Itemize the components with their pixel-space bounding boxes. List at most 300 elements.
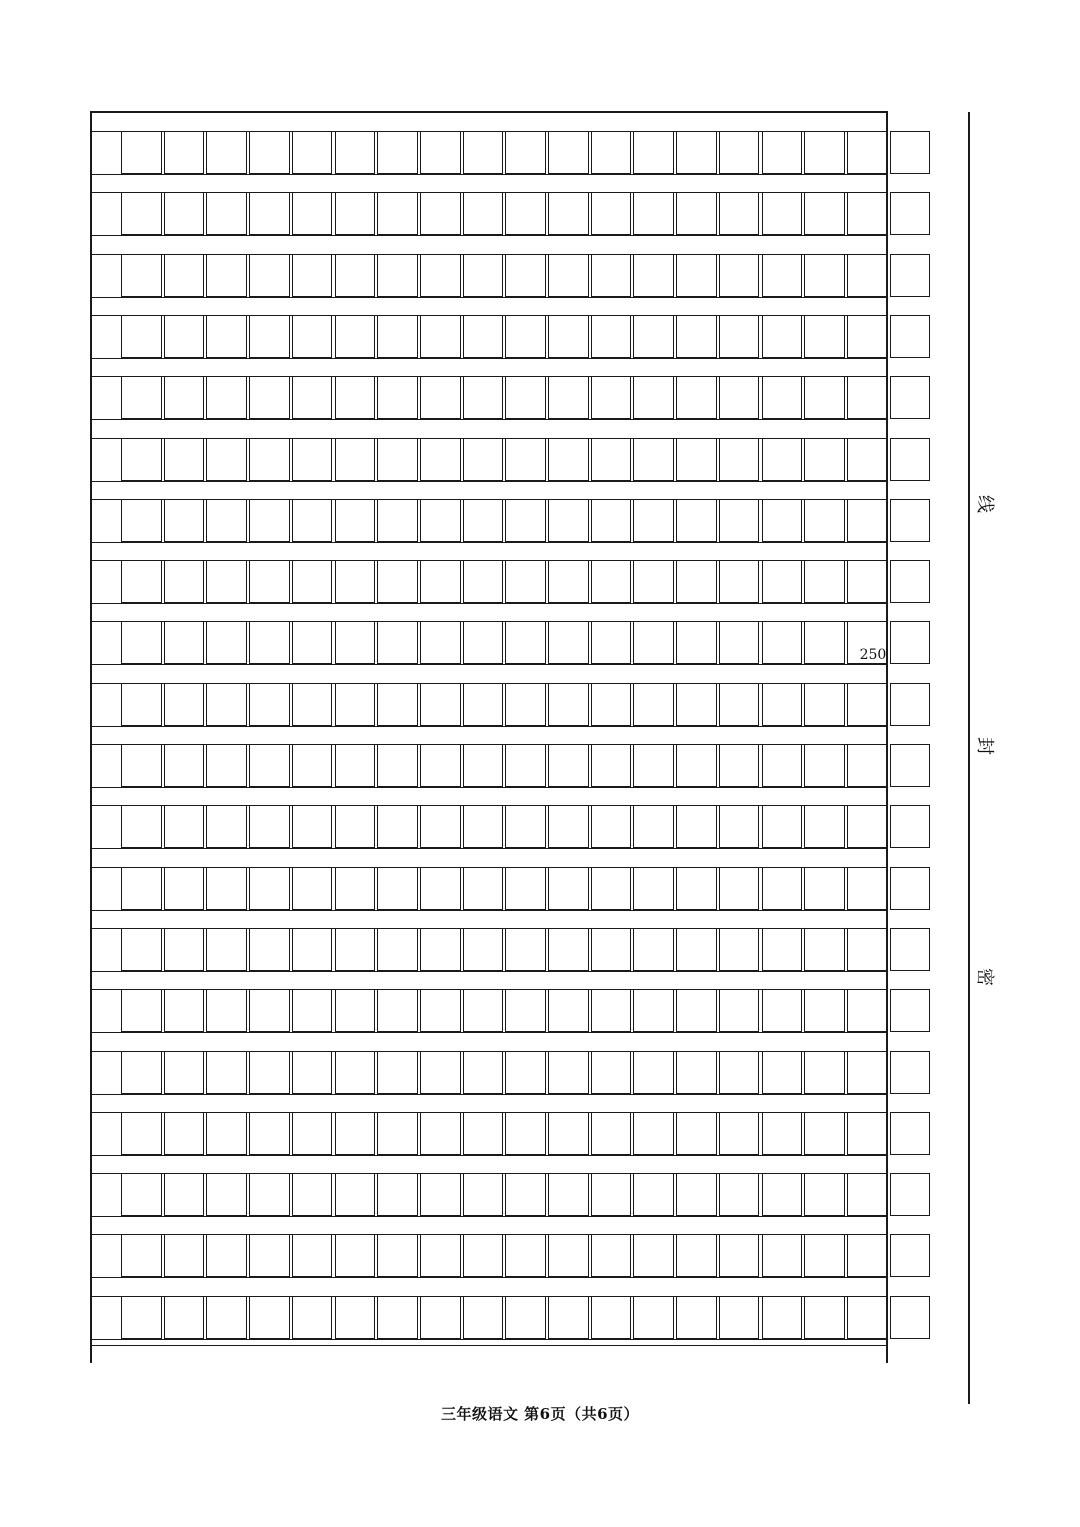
grid-cell[interactable] [719,560,760,603]
grid-cell[interactable] [633,1112,674,1155]
grid-cell[interactable] [164,1296,205,1339]
grid-cell[interactable] [121,1234,162,1277]
grid-cell[interactable] [633,683,674,726]
grid-cell[interactable] [719,928,760,971]
grid-cell[interactable] [206,499,247,542]
grid-cell[interactable] [633,192,674,235]
grid-cell[interactable] [505,805,546,848]
grid-cell[interactable] [762,1173,803,1216]
grid-cell[interactable] [847,867,888,910]
grid-cell[interactable] [804,928,845,971]
grid-cell[interactable] [420,192,461,235]
grid-cell[interactable] [890,1112,931,1155]
grid-cell[interactable] [847,989,888,1032]
grid-cell[interactable] [890,1296,931,1339]
grid-cell[interactable] [249,499,290,542]
grid-cell[interactable] [719,1296,760,1339]
grid-cell[interactable] [420,560,461,603]
grid-cell[interactable] [591,376,632,419]
grid-cell[interactable] [591,1112,632,1155]
grid-cell[interactable] [890,621,931,664]
grid-cell[interactable] [804,131,845,174]
grid-cell[interactable] [206,1234,247,1277]
grid-cell[interactable] [804,192,845,235]
grid-cell[interactable] [420,989,461,1032]
grid-cell[interactable] [249,438,290,481]
grid-cell[interactable] [335,989,376,1032]
grid-cell[interactable] [633,1051,674,1094]
grid-cell[interactable] [377,438,418,481]
grid-cell[interactable] [890,376,931,419]
grid-cell[interactable] [591,621,632,664]
grid-cell[interactable] [633,1234,674,1277]
grid-cell[interactable] [762,1051,803,1094]
grid-cell[interactable] [249,376,290,419]
grid-cell[interactable] [591,499,632,542]
grid-cell[interactable] [762,438,803,481]
grid-cell[interactable] [890,192,931,235]
grid-cell[interactable] [633,928,674,971]
grid-cell[interactable] [164,621,205,664]
grid-cell[interactable] [804,621,845,664]
grid-cell[interactable] [420,376,461,419]
grid-cell[interactable] [804,254,845,297]
grid-cell[interactable] [463,1112,504,1155]
grid-cell[interactable] [463,805,504,848]
grid-cell[interactable] [377,989,418,1032]
grid-cell[interactable] [249,621,290,664]
grid-cell[interactable] [633,1296,674,1339]
grid-cell[interactable] [121,805,162,848]
grid-cell[interactable] [719,621,760,664]
grid-cell[interactable] [164,928,205,971]
grid-cell[interactable] [762,989,803,1032]
grid-cell[interactable] [890,315,931,358]
grid-cell[interactable] [505,560,546,603]
grid-cell[interactable] [249,315,290,358]
grid-cell[interactable] [121,744,162,787]
grid-cell[interactable] [505,315,546,358]
grid-cell[interactable] [292,1296,333,1339]
grid-cell[interactable] [890,499,931,542]
grid-cell[interactable] [633,621,674,664]
grid-cell[interactable] [420,683,461,726]
grid-cell[interactable] [206,1296,247,1339]
grid-cell[interactable] [676,131,717,174]
grid-cell[interactable] [890,744,931,787]
grid-cell[interactable] [719,192,760,235]
grid-cell[interactable] [420,438,461,481]
grid-cell[interactable] [164,192,205,235]
grid-cell[interactable] [847,744,888,787]
grid-cell[interactable] [377,621,418,664]
grid-cell[interactable] [420,1173,461,1216]
grid-cell[interactable] [335,376,376,419]
grid-cell[interactable] [463,254,504,297]
grid-cell[interactable] [164,131,205,174]
grid-cell[interactable] [463,683,504,726]
grid-cell[interactable] [206,805,247,848]
grid-cell[interactable] [847,254,888,297]
grid-cell[interactable] [249,1173,290,1216]
grid-cell[interactable] [847,560,888,603]
grid-cell[interactable] [847,1112,888,1155]
grid-cell[interactable] [676,499,717,542]
grid-cell[interactable] [249,1112,290,1155]
grid-cell[interactable] [463,131,504,174]
grid-cell[interactable] [292,376,333,419]
grid-cell[interactable] [335,499,376,542]
grid-cell[interactable] [377,131,418,174]
grid-cell[interactable] [420,131,461,174]
grid-cell[interactable] [206,989,247,1032]
grid-cell[interactable] [121,621,162,664]
grid-cell[interactable] [548,1112,589,1155]
grid-cell[interactable] [335,315,376,358]
grid-cell[interactable] [420,621,461,664]
grid-cell[interactable] [548,131,589,174]
grid-cell[interactable] [206,1051,247,1094]
grid-cell[interactable] [676,1112,717,1155]
grid-cell[interactable] [591,1051,632,1094]
grid-cell[interactable] [335,192,376,235]
grid-cell[interactable] [164,867,205,910]
grid-cell[interactable] [633,989,674,1032]
grid-cell[interactable] [463,560,504,603]
grid-cell[interactable] [420,1234,461,1277]
grid-cell[interactable] [804,315,845,358]
grid-cell[interactable] [762,376,803,419]
grid-cell[interactable] [206,192,247,235]
grid-cell[interactable] [505,989,546,1032]
grid-cell[interactable] [463,989,504,1032]
grid-cell[interactable] [505,1112,546,1155]
grid-cell[interactable] [335,744,376,787]
grid-cell[interactable] [505,254,546,297]
grid-cell[interactable] [121,1296,162,1339]
grid-cell[interactable] [335,1051,376,1094]
grid-cell[interactable] [676,1051,717,1094]
grid-cell[interactable] [548,621,589,664]
grid-cell[interactable] [762,1234,803,1277]
grid-cell[interactable] [249,683,290,726]
grid-cell[interactable] [505,1296,546,1339]
grid-cell[interactable] [804,1296,845,1339]
grid-cell[interactable] [676,315,717,358]
grid-cell[interactable] [719,1112,760,1155]
grid-cell[interactable] [804,683,845,726]
grid-cell[interactable] [164,499,205,542]
grid-cell[interactable] [292,192,333,235]
grid-cell[interactable] [804,438,845,481]
grid-cell[interactable] [676,1234,717,1277]
grid-cell[interactable] [633,438,674,481]
grid-cell[interactable] [847,192,888,235]
grid-cell[interactable] [676,744,717,787]
grid-cell[interactable] [377,1173,418,1216]
grid-cell[interactable] [762,499,803,542]
grid-cell[interactable] [292,254,333,297]
grid-cell[interactable] [121,192,162,235]
grid-cell[interactable] [249,1051,290,1094]
grid-cell[interactable] [377,1051,418,1094]
grid-cell[interactable] [676,438,717,481]
grid-cell[interactable] [633,376,674,419]
grid-cell[interactable] [164,683,205,726]
grid-cell[interactable] [804,867,845,910]
grid-cell[interactable] [676,254,717,297]
grid-cell[interactable] [335,438,376,481]
grid-cell[interactable] [206,928,247,971]
grid-cell[interactable] [164,1173,205,1216]
grid-cell[interactable] [164,744,205,787]
grid-cell[interactable] [377,315,418,358]
grid-cell[interactable] [548,989,589,1032]
grid-cell[interactable] [292,560,333,603]
grid-cell[interactable] [548,805,589,848]
grid-cell[interactable] [249,1234,290,1277]
grid-cell[interactable] [804,1051,845,1094]
grid-cell[interactable] [762,192,803,235]
grid-cell[interactable] [206,315,247,358]
grid-cell[interactable] [719,683,760,726]
grid-cell[interactable] [890,438,931,481]
grid-cell[interactable] [292,621,333,664]
grid-cell[interactable] [676,560,717,603]
grid-cell[interactable] [292,438,333,481]
grid-cell[interactable] [121,560,162,603]
grid-cell[interactable] [249,989,290,1032]
grid-cell[interactable] [719,867,760,910]
grid-cell[interactable] [591,438,632,481]
grid-cell[interactable] [762,254,803,297]
grid-cell[interactable] [121,1173,162,1216]
grid-cell[interactable] [676,621,717,664]
grid-cell[interactable] [804,744,845,787]
grid-cell[interactable] [121,499,162,542]
grid-cell[interactable] [335,683,376,726]
grid-cell[interactable] [804,1112,845,1155]
grid-cell[interactable] [463,867,504,910]
grid-cell[interactable] [377,560,418,603]
grid-cell[interactable] [762,683,803,726]
grid-cell[interactable] [121,989,162,1032]
grid-cell[interactable] [249,192,290,235]
grid-cell[interactable] [804,376,845,419]
grid-cell[interactable] [292,683,333,726]
grid-cell[interactable] [762,928,803,971]
grid-cell[interactable] [548,1051,589,1094]
grid-cell[interactable] [505,744,546,787]
grid-cell[interactable] [548,744,589,787]
grid-cell[interactable] [847,376,888,419]
grid-cell[interactable] [335,928,376,971]
grid-cell[interactable] [505,621,546,664]
grid-cell[interactable] [164,315,205,358]
grid-cell[interactable] [206,1112,247,1155]
grid-cell[interactable] [121,315,162,358]
grid-cell[interactable] [377,376,418,419]
grid-cell[interactable] [164,1234,205,1277]
grid-cell[interactable] [335,1234,376,1277]
grid-cell[interactable] [249,744,290,787]
grid-cell[interactable] [719,744,760,787]
grid-cell[interactable] [377,683,418,726]
grid-cell[interactable] [335,1296,376,1339]
grid-cell[interactable] [591,928,632,971]
grid-cell[interactable] [762,315,803,358]
grid-cell[interactable] [890,1051,931,1094]
grid-cell[interactable] [420,1296,461,1339]
grid-cell[interactable] [463,499,504,542]
grid-cell[interactable] [377,1234,418,1277]
grid-cell[interactable] [420,254,461,297]
grid-cell[interactable] [847,1051,888,1094]
grid-cell[interactable] [249,1296,290,1339]
grid-cell[interactable] [762,560,803,603]
grid-cell[interactable] [676,867,717,910]
grid-cell[interactable] [719,254,760,297]
grid-cell[interactable] [505,131,546,174]
grid-cell[interactable] [847,438,888,481]
grid-cell[interactable] [676,805,717,848]
grid-cell[interactable] [420,499,461,542]
grid-cell[interactable] [292,1051,333,1094]
grid-cell[interactable] [591,1296,632,1339]
grid-cell[interactable] [676,376,717,419]
grid-cell[interactable] [377,254,418,297]
grid-cell[interactable] [292,928,333,971]
grid-cell[interactable] [548,315,589,358]
grid-cell[interactable] [377,928,418,971]
grid-cell[interactable] [206,438,247,481]
grid-cell[interactable] [164,1112,205,1155]
grid-cell[interactable] [633,744,674,787]
grid-cell[interactable] [206,560,247,603]
grid-cell[interactable] [505,1173,546,1216]
grid-cell[interactable] [292,1234,333,1277]
grid-cell[interactable] [548,1234,589,1277]
grid-cell[interactable] [804,805,845,848]
grid-cell[interactable] [890,254,931,297]
grid-cell[interactable] [890,867,931,910]
grid-cell[interactable] [762,744,803,787]
grid-cell[interactable] [633,315,674,358]
grid-cell[interactable] [164,560,205,603]
grid-cell[interactable] [292,499,333,542]
grid-cell[interactable] [548,1173,589,1216]
grid-cell[interactable] [505,928,546,971]
grid-cell[interactable] [591,315,632,358]
grid-cell[interactable] [463,1051,504,1094]
grid-cell[interactable] [890,989,931,1032]
grid-cell[interactable] [762,1296,803,1339]
grid-cell[interactable] [633,805,674,848]
grid-cell[interactable] [377,805,418,848]
grid-cell[interactable] [804,1234,845,1277]
grid-cell[interactable] [121,1112,162,1155]
grid-cell[interactable] [676,1296,717,1339]
grid-cell[interactable] [719,1234,760,1277]
grid-cell[interactable] [591,744,632,787]
grid-cell[interactable] [847,805,888,848]
grid-cell[interactable] [676,683,717,726]
grid-cell[interactable] [719,1173,760,1216]
grid-cell[interactable] [463,192,504,235]
grid-cell[interactable] [847,1296,888,1339]
grid-cell[interactable] [164,438,205,481]
grid-cell[interactable] [719,131,760,174]
grid-cell[interactable] [548,683,589,726]
grid-cell[interactable] [249,131,290,174]
grid-cell[interactable] [206,867,247,910]
grid-cell[interactable] [377,1296,418,1339]
grid-cell[interactable] [719,805,760,848]
grid-cell[interactable] [633,499,674,542]
grid-cell[interactable] [548,560,589,603]
grid-cell[interactable] [377,1112,418,1155]
grid-cell[interactable] [719,1051,760,1094]
grid-cell[interactable] [463,1173,504,1216]
grid-cell[interactable] [890,683,931,726]
grid-cell[interactable] [890,805,931,848]
grid-cell[interactable] [121,131,162,174]
grid-cell[interactable] [762,805,803,848]
grid-cell[interactable] [847,683,888,726]
grid-cell[interactable] [335,867,376,910]
grid-cell[interactable] [591,560,632,603]
grid-cell[interactable] [463,621,504,664]
grid-cell[interactable] [804,989,845,1032]
grid-cell[interactable] [463,438,504,481]
grid-cell[interactable] [548,499,589,542]
grid-cell[interactable] [335,1173,376,1216]
grid-cell[interactable] [335,131,376,174]
grid-cell[interactable] [121,254,162,297]
grid-cell[interactable] [292,744,333,787]
grid-cell[interactable] [292,131,333,174]
grid-cell[interactable] [335,254,376,297]
grid-cell[interactable] [676,1173,717,1216]
grid-cell[interactable] [591,192,632,235]
grid-cell[interactable] [505,192,546,235]
grid-cell[interactable] [121,683,162,726]
grid-cell[interactable] [206,131,247,174]
grid-cell[interactable] [249,254,290,297]
grid-cell[interactable] [249,805,290,848]
grid-cell[interactable] [292,1112,333,1155]
grid-cell[interactable] [463,1296,504,1339]
grid-cell[interactable] [164,805,205,848]
grid-cell[interactable] [121,867,162,910]
grid-cell[interactable] [420,805,461,848]
grid-cell[interactable] [377,744,418,787]
grid-cell[interactable] [292,1173,333,1216]
grid-cell[interactable] [249,560,290,603]
grid-cell[interactable] [847,131,888,174]
grid-cell[interactable] [121,1051,162,1094]
grid-cell[interactable] [804,499,845,542]
grid-cell[interactable] [676,928,717,971]
grid-cell[interactable] [164,254,205,297]
grid-cell[interactable] [164,376,205,419]
grid-cell[interactable] [890,131,931,174]
grid-cell[interactable] [206,621,247,664]
grid-cell[interactable] [249,928,290,971]
grid-cell[interactable] [719,499,760,542]
grid-cell[interactable] [719,315,760,358]
grid-cell[interactable] [890,560,931,603]
